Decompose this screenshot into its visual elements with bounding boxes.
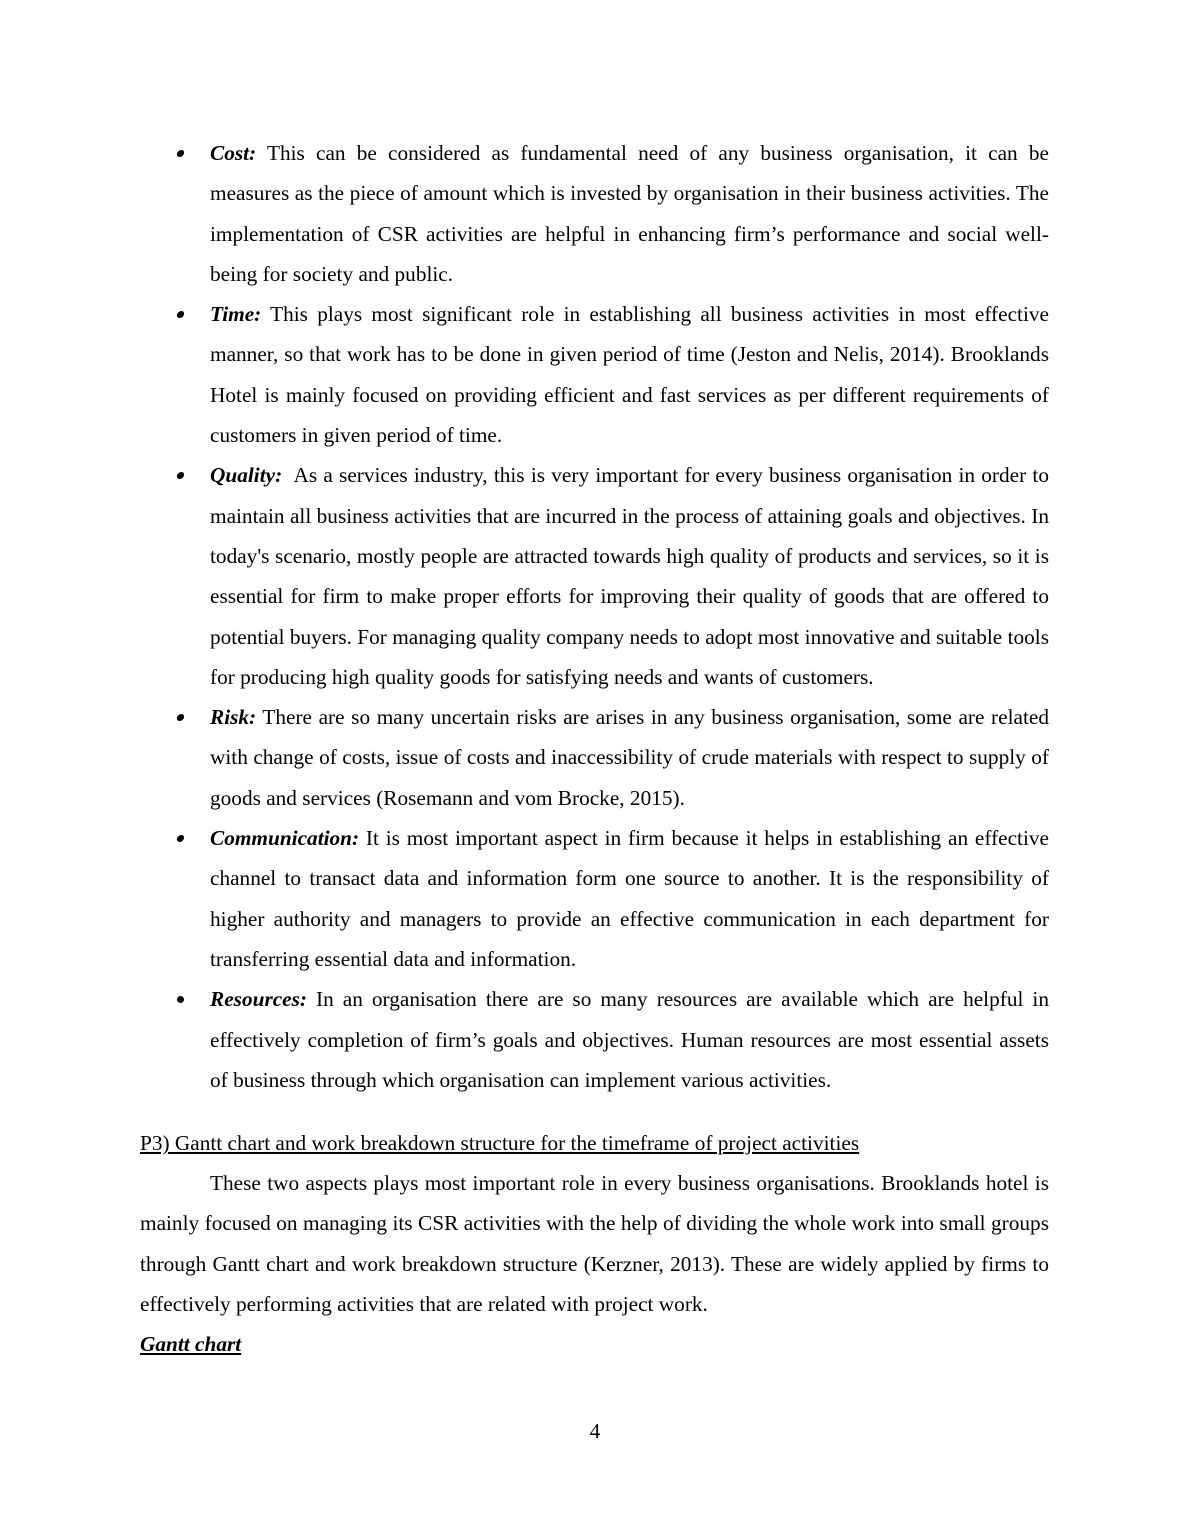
bullet-term: Communication: [210, 826, 360, 851]
bullet-icon [177, 996, 184, 1003]
page-number: 4 [589, 1419, 601, 1443]
bullet-item-resources [140, 979, 1049, 1100]
bullet-item-cost [140, 133, 1049, 294]
bullet-item-time [140, 294, 1049, 455]
bullet-term: Time: [210, 302, 262, 327]
bullet-list [140, 133, 1055, 1100]
bullet-item-quality [140, 455, 1055, 697]
section-paragraph: These two aspects plays most important role in every business organisations. Brooklands hotel is mainly focused on managing its CSR activities with the help of dividing the whole work into small groups through Gantt chart and work breakdown structure (Kerzner, 2013). These are widely applied by firms to effectively performing activities that are related with project work. [140, 1171, 1049, 1317]
bullet-term: Risk: [210, 705, 257, 730]
bullet-text: It is most important aspect in firm because it helps in establishing an effective channel to transact data and information form one source to another. It is the responsibility of higher authority and managers to provide an effective communication in each department for transferring essential data and information. [210, 826, 1049, 971]
bullet-item-communication [140, 818, 1049, 979]
bullet-text: In an organisation there are so many resources are available which are helpful in effectively completion of firm’s goals and objectives. Human resources are most essential assets of business through which organisation can implement various activities. [210, 987, 1049, 1092]
bullet-term: Quality: [210, 463, 283, 488]
bullet-item-risk [140, 697, 1049, 818]
bullet-icon [176, 835, 185, 842]
bullet-text: This can be considered as fundamental need of any business organisation, it can be measures as the piece of amount which is invested by organisation in their business activities. The implementation of CSR activities are helpful in enhancing firm’s performance and social well-being for society and public. [210, 141, 1049, 286]
bullet-text: As a services industry, this is very important for every business organisation in order to maintain all business activities that are incurred in the process of attaining goals and objectives. In today's scenario, mostly people are attracted towards high quality of products and services, so it is essential for firm to make proper efforts for improving their quality of goods that are offered to potential buyers. For managing quality company needs to adopt most innovative and suitable tools for producing high quality goods for satisfying needs and wants of customers. [210, 463, 1055, 689]
bullet-text: This plays most significant role in establishing all business activities in most effective manner, so that work has to be done in given period of time (Jeston and Nelis, 2014). Brooklands Hotel is mainly focused on providing efficient and fast services as per different requirements of customers in given period of time. [210, 302, 1049, 448]
bullet-term: Cost: [210, 141, 257, 165]
document-page [140, 133, 1055, 1364]
section-heading: P3) Gantt chart and work breakdown structure for the timeframe of project activities [140, 1131, 860, 1156]
bullet-icon [176, 311, 185, 318]
bullet-icon [176, 714, 185, 721]
bullet-icon [176, 150, 185, 157]
bullet-text: There are so many uncertain risks are arises in any business organisation, some are related with change of costs, issue of costs and inaccessibility of crude materials with respect to supply of goods and services (Rosemann and vom Brocke, 2015). [210, 705, 1049, 810]
subheading-gantt-chart: Gantt chart [140, 1332, 242, 1357]
bullet-term: Resources: [210, 987, 308, 1012]
bullet-icon [176, 472, 185, 479]
